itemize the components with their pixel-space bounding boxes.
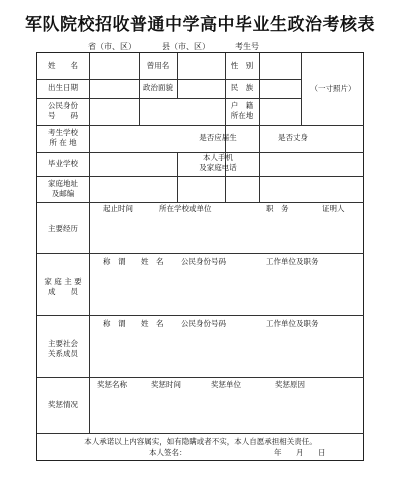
- address-label-line2: 及邮编: [51, 189, 75, 198]
- family-label-line2: 成 员: [48, 287, 78, 296]
- social-col-id: 公民身份号码: [181, 319, 226, 328]
- political-status-label: 政治面貌: [143, 83, 173, 92]
- only-child-field[interactable]: [327, 126, 364, 152]
- fresh-graduate-label: 是否应届生: [199, 133, 237, 142]
- social-label-line2: 关系成员: [48, 349, 78, 358]
- family-col-name: 姓 名: [141, 257, 164, 266]
- only-child-label: 是否丈身: [278, 133, 308, 142]
- name-field[interactable]: [90, 54, 138, 78]
- social-field[interactable]: [90, 329, 364, 376]
- pledge-text: 本人承诺以上内容属实，如有隐瞒或者不实，本人自愿承担相关责任。: [84, 437, 317, 446]
- family-col-relation: 称 谓: [103, 257, 126, 266]
- form-title: 军队院校招收普通中学高中毕业生政治考核表: [25, 15, 375, 35]
- name-label: 姓 名: [48, 61, 78, 70]
- former-name-field[interactable]: [178, 54, 224, 78]
- political-status-field[interactable]: [178, 80, 224, 98]
- day-label: 日: [318, 448, 326, 457]
- family-field[interactable]: [90, 267, 364, 314]
- row-divider: [37, 377, 364, 378]
- social-label-line1: 主要社会: [48, 339, 78, 348]
- province-label: 省（市、区）: [88, 42, 136, 51]
- row-divider: [37, 202, 364, 203]
- awards-label: 奖惩情况: [48, 400, 78, 409]
- former-name-label: 曾用名: [146, 61, 170, 70]
- address-label-line1: 家庭地址: [48, 179, 78, 188]
- family-col-id: 公民身份号码: [181, 257, 226, 266]
- row-divider: [37, 315, 364, 316]
- id-number-field[interactable]: [90, 99, 224, 125]
- family-label-line1: 家 庭 主 要: [44, 277, 82, 286]
- hukou-label-line1: 户 籍: [230, 101, 254, 110]
- gender-field[interactable]: [260, 54, 300, 78]
- birth-date-label: 出生日期: [48, 83, 78, 92]
- photo-placeholder: （一寸照片）: [310, 84, 356, 93]
- id-number-label-line1: 公民身份: [48, 101, 78, 110]
- month-label: 月: [296, 448, 304, 457]
- social-col-employer: 工作单位及职务: [266, 319, 319, 328]
- political-review-form: [36, 52, 364, 461]
- exam-number-label: 考生号: [235, 42, 259, 51]
- awards-col-unit: 奖惩单位: [211, 380, 241, 389]
- graduation-school-label: 毕业学校: [48, 159, 78, 168]
- signature-field[interactable]: [187, 447, 267, 459]
- resume-field[interactable]: [90, 214, 364, 252]
- resume-col-school: 所在学校或单位: [159, 204, 212, 213]
- id-number-label-line2: 号 码: [48, 111, 78, 120]
- hukou-field[interactable]: [260, 99, 300, 125]
- address-field[interactable]: [90, 177, 364, 202]
- resume-col-witness: 证明人: [322, 204, 345, 213]
- ethnicity-label: 民 族: [230, 83, 254, 92]
- resume-label: 主要经历: [48, 224, 78, 233]
- social-col-name: 姓 名: [141, 319, 164, 328]
- row-divider: [37, 253, 364, 254]
- graduation-school-field[interactable]: [90, 153, 176, 176]
- school-location-label-line1: 考生学校: [48, 128, 78, 137]
- ethnicity-field[interactable]: [260, 80, 300, 98]
- county-label: 县（市、区）: [162, 42, 210, 51]
- year-label: 年: [274, 448, 282, 457]
- row-divider: [37, 433, 364, 434]
- phone-field[interactable]: [260, 153, 364, 176]
- awards-col-name: 奖惩名称: [97, 380, 127, 389]
- phone-label-line1: 本人手机: [203, 153, 233, 162]
- school-location-label-line2: 所 在 地: [49, 138, 77, 147]
- family-col-employer: 工作单位及职务: [266, 257, 319, 266]
- phone-label-line2: 及家庭电话: [199, 163, 237, 172]
- resume-col-period: 起止时间: [103, 204, 133, 213]
- social-col-relation: 称 谓: [103, 319, 126, 328]
- birth-date-field[interactable]: [90, 80, 138, 98]
- signature-label: 本人签名：: [149, 448, 187, 457]
- gender-label: 性 别: [230, 61, 254, 70]
- resume-col-position: 职 务: [266, 204, 289, 213]
- hukou-label-line2: 所在地: [230, 111, 254, 120]
- awards-col-reason: 奖惩原因: [275, 380, 305, 389]
- awards-field[interactable]: [90, 390, 364, 432]
- awards-col-time: 奖惩时间: [151, 380, 181, 389]
